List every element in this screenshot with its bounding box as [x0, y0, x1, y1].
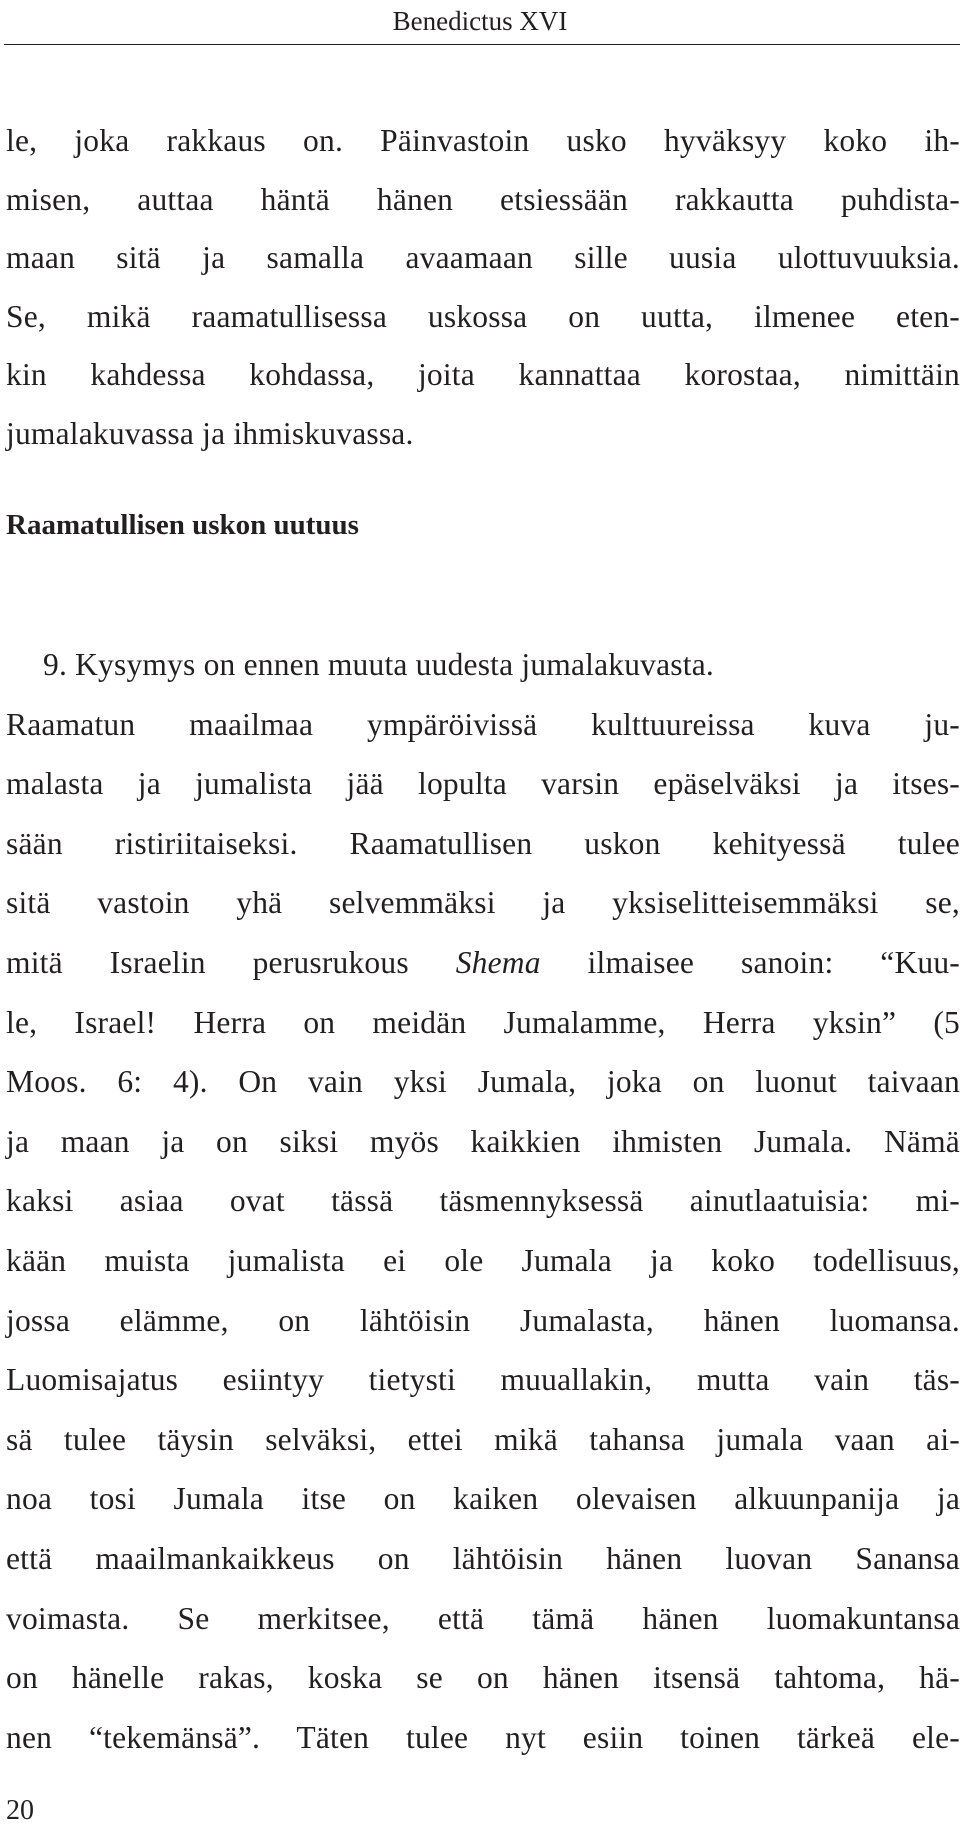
text-line: 9. Kysymys on ennen muuta uudesta jumalakuvasta. [43, 647, 714, 682]
text-line: jossa elämme, on lähtöisin Jumalasta, hänen luomansa. [6, 1302, 960, 1338]
text-line: jumalakuvassa ja ihmiskuvassa. [6, 415, 414, 451]
text-line: ja maan ja on siksi myös kaikkien ihmisten Jumala. Nämä [6, 1123, 960, 1159]
page-number: 20 [6, 1795, 34, 1826]
text-line: Luomisajatus esiintyy tietysti muuallakin, mutta vain täs- [6, 1362, 960, 1398]
text-line: Raamatun maailmaa ympäröivissä kulttuureissa kuva ju- [6, 706, 960, 742]
text-line: le, joka rakkaus on. Päinvastoin usko hyväksyy koko ih- [6, 123, 960, 158]
text-line: Moos. 6: 4). On vain yksi Jumala, joka on luonut taivaan [6, 1064, 960, 1100]
text-line: malasta ja jumalista jää lopulta varsin epäselväksi ja itses- [6, 766, 960, 802]
text-line: kin kahdessa kohdassa, joita kannattaa korostaa, nimittäin [6, 357, 960, 392]
header-rule [4, 44, 960, 45]
paragraph-1 [6, 112, 960, 463]
text-line: että maailmankaikkeus on lähtöisin hänen luovan Sanansa [6, 1540, 960, 1576]
italic-term-shema: Shema [455, 944, 541, 980]
text-line: on hänelle rakas, koska se on hänen itsensä tahtoma, hä- [6, 1660, 960, 1696]
text-line: sitä vastoin yhä selvemmäksi ja yksiselitteisemmäksi se, [6, 885, 960, 921]
text-line: sä tulee täysin selväksi, ettei mikä tahansa jumala vaan ai- [6, 1421, 960, 1457]
text-line: kaksi asiaa ovat tässä täsmennyksessä ainutlaatuisia: mi- [6, 1183, 960, 1219]
section-heading: Raamatullisen uskon uutuus [6, 509, 359, 541]
text-line: maan sitä ja samalla avaamaan sille uusia ulottuvuuksia. [6, 240, 960, 275]
text-line: misen, auttaa häntä hänen etsiessään rakkautta puhdista- [6, 181, 960, 217]
text-line: kään muista jumalista ei ole Jumala ja koko todellisuus, [6, 1242, 960, 1278]
paragraph-2 [6, 635, 960, 1767]
running-head-title: Benedictus XVI [392, 6, 568, 36]
text-line: nen “tekemänsä”. Täten tulee nyt esiin toinen tärkeä ele- [6, 1719, 960, 1755]
text-line: voimasta. Se merkitsee, että tämä hänen luomakuntansa [6, 1600, 960, 1636]
text-line: noa tosi Jumala itse on kaiken olevaisen alkuunpanija ja [6, 1481, 960, 1517]
text-segment: ilmaisee sanoin: “Kuu- [540, 944, 960, 980]
text-line-with-italic [6, 933, 960, 993]
text-line: le, Israel! Herra on meidän Jumalamme, Herra yksin” (5 [6, 1004, 960, 1040]
text-line: sään ristiriitaiseksi. Raamatullisen uskon kehityessä tulee [6, 825, 960, 861]
text-line: Se, mikä raamatullisessa uskossa on uutta, ilmenee eten- [6, 298, 960, 334]
text-segment: mitä Israelin perusrukous [6, 944, 456, 980]
